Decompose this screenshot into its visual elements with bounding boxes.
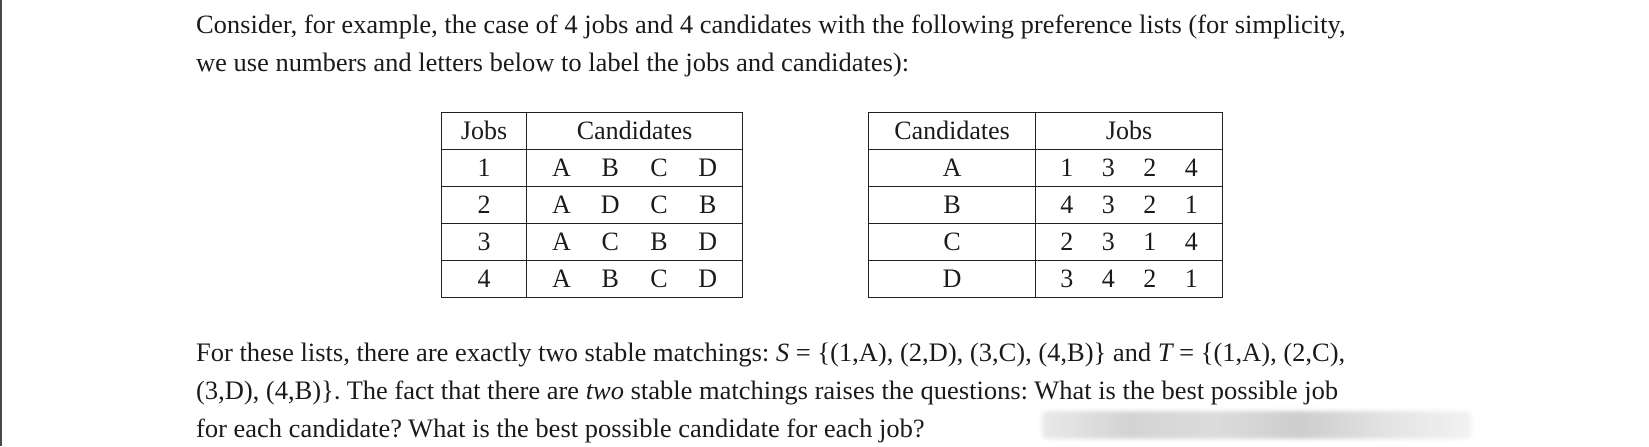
matching-t-symbol: T bbox=[1157, 337, 1173, 367]
candidate-preferences bbox=[527, 150, 743, 187]
outro-text: For these lists, there are exactly two stable matchings: bbox=[196, 337, 776, 367]
preference-cell: 3 bbox=[1101, 190, 1115, 219]
candidate-label: C bbox=[869, 224, 1036, 261]
preference-cell: 4 bbox=[1184, 227, 1198, 256]
job-preferences bbox=[1036, 261, 1223, 298]
preference-cell: B bbox=[650, 227, 668, 256]
outro-text: = {(1,A), (2,D), (3,C), (4,B)} and bbox=[789, 337, 1158, 367]
preference-cell: 1 bbox=[1143, 227, 1157, 256]
blurred-redaction bbox=[1042, 411, 1472, 439]
table-row bbox=[442, 261, 743, 298]
candidate-preferences bbox=[527, 261, 743, 298]
preference-cell: 4 bbox=[1184, 153, 1198, 182]
table-row bbox=[442, 224, 743, 261]
preference-cell: 3 bbox=[1101, 153, 1115, 182]
candidate-preferences bbox=[527, 187, 743, 224]
preference-cell: D bbox=[698, 227, 718, 256]
preference-cell: C bbox=[650, 153, 668, 182]
job-preferences bbox=[1036, 150, 1223, 187]
preference-cell: 3 bbox=[1060, 264, 1074, 293]
preference-cell: A bbox=[551, 190, 571, 219]
jobs-column-header: Jobs bbox=[442, 113, 527, 150]
matching-s-symbol: S bbox=[775, 337, 790, 367]
candidate-label: A bbox=[869, 150, 1036, 187]
preference-cell: D bbox=[600, 190, 620, 219]
outro-line-3: for each candidate? What is the best possible candidate for each job? bbox=[196, 413, 925, 443]
candidate-label: D bbox=[869, 261, 1036, 298]
candidate-preferences bbox=[527, 224, 743, 261]
preference-cell: A bbox=[551, 264, 571, 293]
candidate-label: B bbox=[869, 187, 1036, 224]
candidates-column-header: Candidates bbox=[869, 113, 1036, 150]
preference-cell: 1 bbox=[1060, 153, 1074, 182]
table-row bbox=[442, 150, 743, 187]
table-header-row bbox=[869, 113, 1223, 150]
preference-cell: A bbox=[551, 153, 571, 182]
preference-cell: C bbox=[650, 190, 668, 219]
preference-cell: B bbox=[601, 153, 619, 182]
preference-cell: A bbox=[551, 227, 571, 256]
preference-cell: 4 bbox=[1060, 190, 1074, 219]
outro-line-1 bbox=[196, 333, 1476, 371]
table-row bbox=[442, 187, 743, 224]
intro-paragraph bbox=[196, 5, 1476, 81]
preference-cell: 4 bbox=[1101, 264, 1115, 293]
outro-text: = {(1,A), (2,C), bbox=[1172, 337, 1346, 367]
preference-cell: 2 bbox=[1143, 264, 1157, 293]
preference-cell: B bbox=[601, 264, 619, 293]
preference-cell: C bbox=[601, 227, 619, 256]
table-row bbox=[869, 187, 1223, 224]
table-row bbox=[869, 261, 1223, 298]
candidates-preference-table bbox=[868, 112, 1223, 298]
preference-cell: 2 bbox=[1143, 190, 1157, 219]
preference-cell: 2 bbox=[1060, 227, 1074, 256]
table-row bbox=[869, 150, 1223, 187]
job-label: 2 bbox=[442, 187, 527, 224]
intro-line-2: we use numbers and letters below to label the jobs and candidates): bbox=[196, 47, 910, 77]
table-header-row bbox=[442, 113, 743, 150]
job-preferences bbox=[1036, 187, 1223, 224]
intro-line-1: Consider, for example, the case of 4 jobs and 4 candidates with the following preference lists (for simplicity, bbox=[196, 9, 1346, 39]
job-label: 4 bbox=[442, 261, 527, 298]
job-preferences bbox=[1036, 224, 1223, 261]
preference-cell: 1 bbox=[1184, 190, 1198, 219]
candidates-column-header: Candidates bbox=[527, 113, 743, 150]
jobs-preference-table bbox=[441, 112, 743, 298]
preference-cell: C bbox=[650, 264, 668, 293]
preference-cell: B bbox=[698, 190, 717, 219]
preference-cell: D bbox=[698, 264, 718, 293]
table-row bbox=[869, 224, 1223, 261]
outro-line-2 bbox=[196, 371, 1476, 409]
outro-text: (3,D), (4,B)}. The fact that there are bbox=[196, 375, 586, 405]
job-label: 3 bbox=[442, 224, 527, 261]
preference-cell: 2 bbox=[1143, 153, 1157, 182]
jobs-column-header: Jobs bbox=[1036, 113, 1223, 150]
preference-cell: 3 bbox=[1101, 227, 1115, 256]
page-left-border bbox=[0, 0, 2, 446]
preference-cell: 1 bbox=[1184, 264, 1198, 293]
outro-text: stable matchings raises the questions: What is the best possible job bbox=[623, 375, 1339, 405]
preference-cell: D bbox=[698, 153, 718, 182]
job-label: 1 bbox=[442, 150, 527, 187]
emphasis-two: two bbox=[585, 375, 624, 405]
